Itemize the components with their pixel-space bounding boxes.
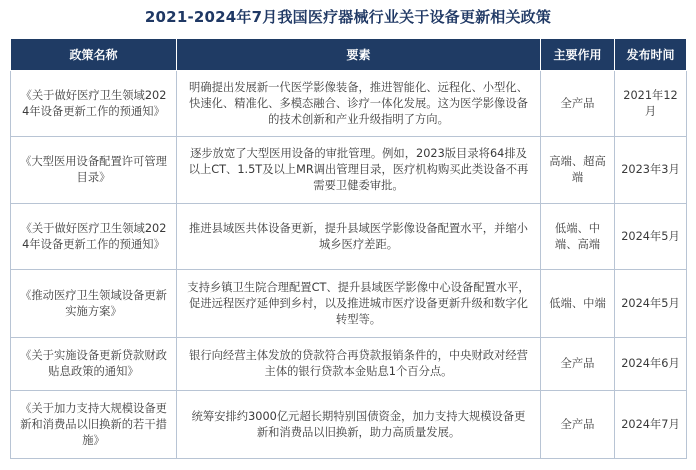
policy-role: 全产品: [541, 391, 615, 459]
policy-name: 《推动医疗卫生领域设备更新实施方案》: [11, 270, 177, 338]
policy-role: 全产品: [541, 71, 615, 137]
policy-name: 《关于加力支持大规模设备更新和消费品以旧换新的若干措施》: [11, 391, 177, 459]
table-row: [11, 204, 687, 270]
policy-role: 低端、中端: [541, 270, 615, 338]
table-row: [11, 71, 687, 137]
policy-date: 2024年5月: [615, 204, 687, 270]
page-title: 2021-2024年7月我国医疗器械行业关于设备更新相关政策: [144, 8, 552, 26]
policy-elements: 明确提出发展新一代医学影像装备，推进智能化、远程化、小型化、快速化、精准化、多模态融合、诊疗一体化发展。这为医学影像设备的技术创新和产业升级指明了方向。: [177, 71, 541, 137]
policy-elements: 银行向经营主体发放的贷款符合再贷款报销条件的，中央财政对经营主体的银行贷款本金贴息1个百分点。: [177, 338, 541, 391]
policy-date: 2023年3月: [615, 137, 687, 204]
policy-date: 2024年6月: [615, 338, 687, 391]
header-elements: 要素: [177, 39, 541, 71]
policy-date: 2021年12月: [615, 71, 687, 137]
policy-name: 《关于做好医疗卫生领域2024年设备更新工作的预通知》: [11, 204, 177, 270]
policy-role: 低端、中端、高端: [541, 204, 615, 270]
policy-elements: 推进县域医共体设备更新，提升县域医学影像设备配置水平，并缩小城乡医疗差距。: [177, 204, 541, 270]
policy-elements: 统筹安排约3000亿元超长期特别国债资金，加力支持大规模设备更新和消费品以旧换新，助力高质量发展。: [177, 391, 541, 459]
policy-date: 2024年7月: [615, 391, 687, 459]
policy-name: 《关于做好医疗卫生领域2024年设备更新工作的预通知》: [11, 71, 177, 137]
table-row: [11, 270, 687, 338]
policy-name: 《关于实施设备更新贷款财政贴息政策的通知》: [11, 338, 177, 391]
header-main-role: 主要作用: [541, 39, 615, 71]
policy-name: 《大型医用设备配置许可管理目录》: [11, 137, 177, 204]
policy-date: 2024年5月: [615, 270, 687, 338]
header-release-date: 发布时间: [615, 39, 687, 71]
table-row: [11, 391, 687, 459]
policy-role: 全产品: [541, 338, 615, 391]
policy-role: 高端、超高端: [541, 137, 615, 204]
table-row: [11, 338, 687, 391]
header-policy-name: 政策名称: [11, 39, 177, 71]
table-header-row: [11, 39, 687, 71]
policy-elements: 支持乡镇卫生院合理配置CT、提升县域医学影像中心设备配置水平，促进远程医疗延伸到乡村，以及推进城市医疗设备更新升级和数字化转型等。: [177, 270, 541, 338]
table-row: [11, 137, 687, 204]
policy-table: [10, 38, 687, 459]
policy-elements: 逐步放宽了大型医用设备的审批管理。例如，2023版目录将64排及以上CT、1.5T及以上MR调出管理目录，医疗机构购买此类设备不再需要卫健委审批。: [177, 137, 541, 204]
